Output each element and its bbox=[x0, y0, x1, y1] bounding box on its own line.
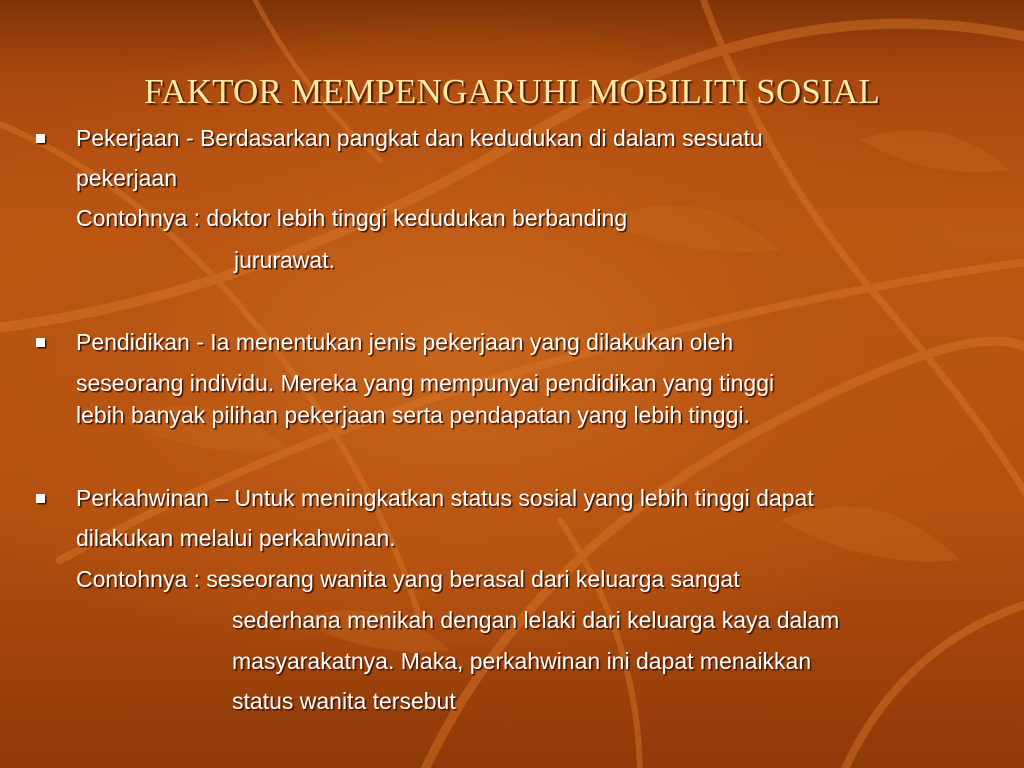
square-bullet-icon bbox=[36, 494, 45, 503]
item-3-line-4: sederhana menikah dengan lelaki dari keluarga kaya dalam bbox=[232, 607, 840, 633]
item-3-line-6: status wanita tersebut bbox=[232, 688, 456, 714]
item-2-line-3: lebih banyak pilihan pekerjaan serta pendapatan yang lebih tinggi. bbox=[76, 402, 750, 428]
item-3-line-1: Perkahwinan – Untuk meningkatkan status sosial yang lebih tinggi dapat bbox=[76, 485, 814, 511]
item-3-line-3: Contohnya : seseorang wanita yang berasal dari keluarga sangat bbox=[76, 566, 740, 592]
slide-title: FAKTOR MEMPENGARUHI MOBILITI SOSIAL bbox=[144, 72, 880, 111]
square-bullet-icon bbox=[36, 134, 45, 143]
item-3-line-2: dilakukan melalui perkahwinan. bbox=[76, 525, 396, 551]
item-1-line-1: Pekerjaan - Berdasarkan pangkat dan kedudukan di dalam sesuatu bbox=[76, 125, 763, 151]
item-1-line-3: Contohnya : doktor lebih tinggi kedudukan berbanding bbox=[76, 205, 628, 231]
square-bullet-icon bbox=[36, 338, 45, 347]
item-2-line-2: seseorang individu. Mereka yang mempunyai pendidikan yang tinggi bbox=[76, 370, 775, 396]
item-2-line-1: Pendidikan - Ia menentukan jenis pekerjaan yang dilakukan oleh bbox=[76, 329, 734, 355]
item-1-line-4: jururawat. bbox=[234, 247, 335, 273]
item-1-line-2: pekerjaan bbox=[76, 165, 178, 191]
item-3-line-5: masyarakatnya. Maka, perkahwinan ini dapat menaikkan bbox=[232, 648, 812, 674]
